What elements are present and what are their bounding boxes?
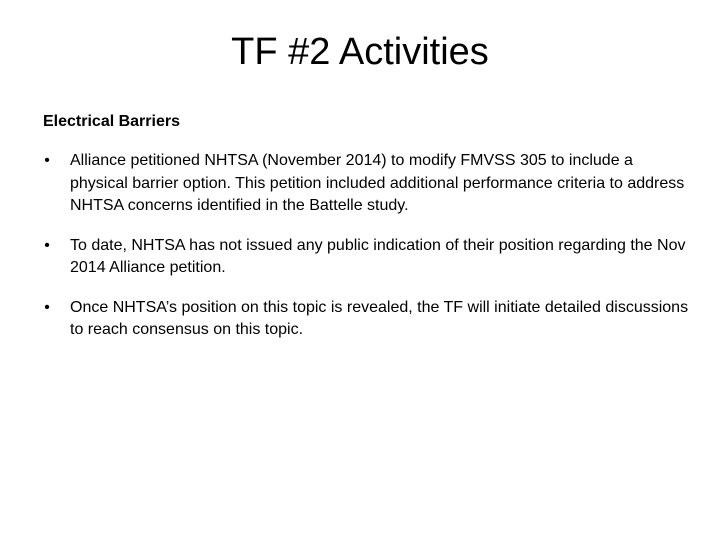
bullet-marker: • xyxy=(44,298,50,316)
section-heading: Electrical Barriers xyxy=(43,113,180,130)
bullet-text: Once NHTSA’s position on this topic is revealed, the TF will initiate detailed discussions to reach consensus on this topic. xyxy=(70,298,689,338)
bullet-item xyxy=(30,235,690,280)
bullet-marker: • xyxy=(44,236,50,254)
bullet-text: Alliance petitioned NHTSA (November 2014) to modify FMVSS 305 to include a physical barrier option. This petition included additional performance criteria to address NHTSA concerns identified in the Battelle study. xyxy=(70,152,685,214)
bullet-marker: • xyxy=(44,152,50,169)
bullet-list xyxy=(30,150,690,359)
bullet-text: To date, NHTSA has not issued any public indication of their position regarding the Nov 2014 Alliance petition. xyxy=(70,236,686,276)
slide-title: TF #2 Activities xyxy=(231,31,489,73)
bullet-item xyxy=(30,150,690,218)
bullet-item xyxy=(30,297,690,342)
